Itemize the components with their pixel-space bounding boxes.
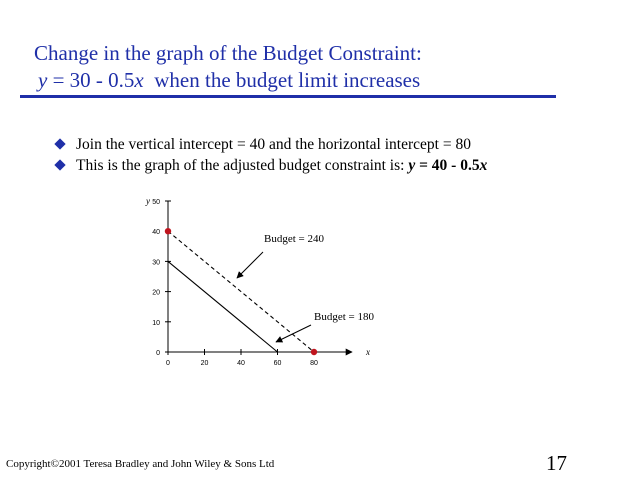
x-tick-label: 80 [310, 360, 318, 367]
x-axis-label: x [366, 347, 370, 357]
annotation-arrow-240 [237, 252, 263, 278]
bullet-text: Join the vertical intercept = 40 and the horizontal intercept = 80 [76, 136, 471, 153]
y-tick-label: 20 [152, 289, 160, 297]
annotation-budget-240: Budget = 240 [264, 233, 324, 245]
x-tick-label: 20 [200, 360, 209, 367]
bullet-text: This is the graph of the adjusted budget constraint is: [76, 157, 409, 174]
y-axis-label: y [146, 196, 150, 206]
title-eq-y: y [38, 68, 48, 92]
intercept-marker [165, 228, 171, 234]
x-tick-label: 0 [166, 360, 170, 367]
budget-180-line [168, 261, 278, 352]
y-tick-label: 50 [152, 199, 160, 206]
annotation-budget-180: Budget = 180 [314, 311, 374, 323]
page-number: 17 [546, 451, 567, 475]
title-line1: Change in the graph of the Budget Constraint: [34, 41, 422, 65]
eq-x: x [479, 157, 488, 174]
intercept-marker [311, 349, 317, 355]
eq-y: y [408, 157, 416, 174]
y-tick-label: 10 [152, 319, 160, 327]
title-eq-desc: when the budget limit increases [143, 68, 421, 92]
y-tick-label: 30 [152, 259, 160, 267]
title-eq-x: x [134, 68, 144, 92]
y-tick-label: 0 [156, 350, 160, 357]
copyright-footer: Copyright©2001 Teresa Bradley and John Wiley & Sons Ltd [6, 458, 275, 470]
title-eq-value: = 30 - 0.5 [52, 68, 135, 92]
y-tick-label: 40 [152, 229, 160, 237]
x-tick-label: 40 [237, 360, 245, 367]
eq-mid: = 40 - 0.5 [415, 157, 480, 174]
x-tick-label: 60 [273, 360, 282, 367]
annotation-arrow-180 [276, 325, 311, 342]
